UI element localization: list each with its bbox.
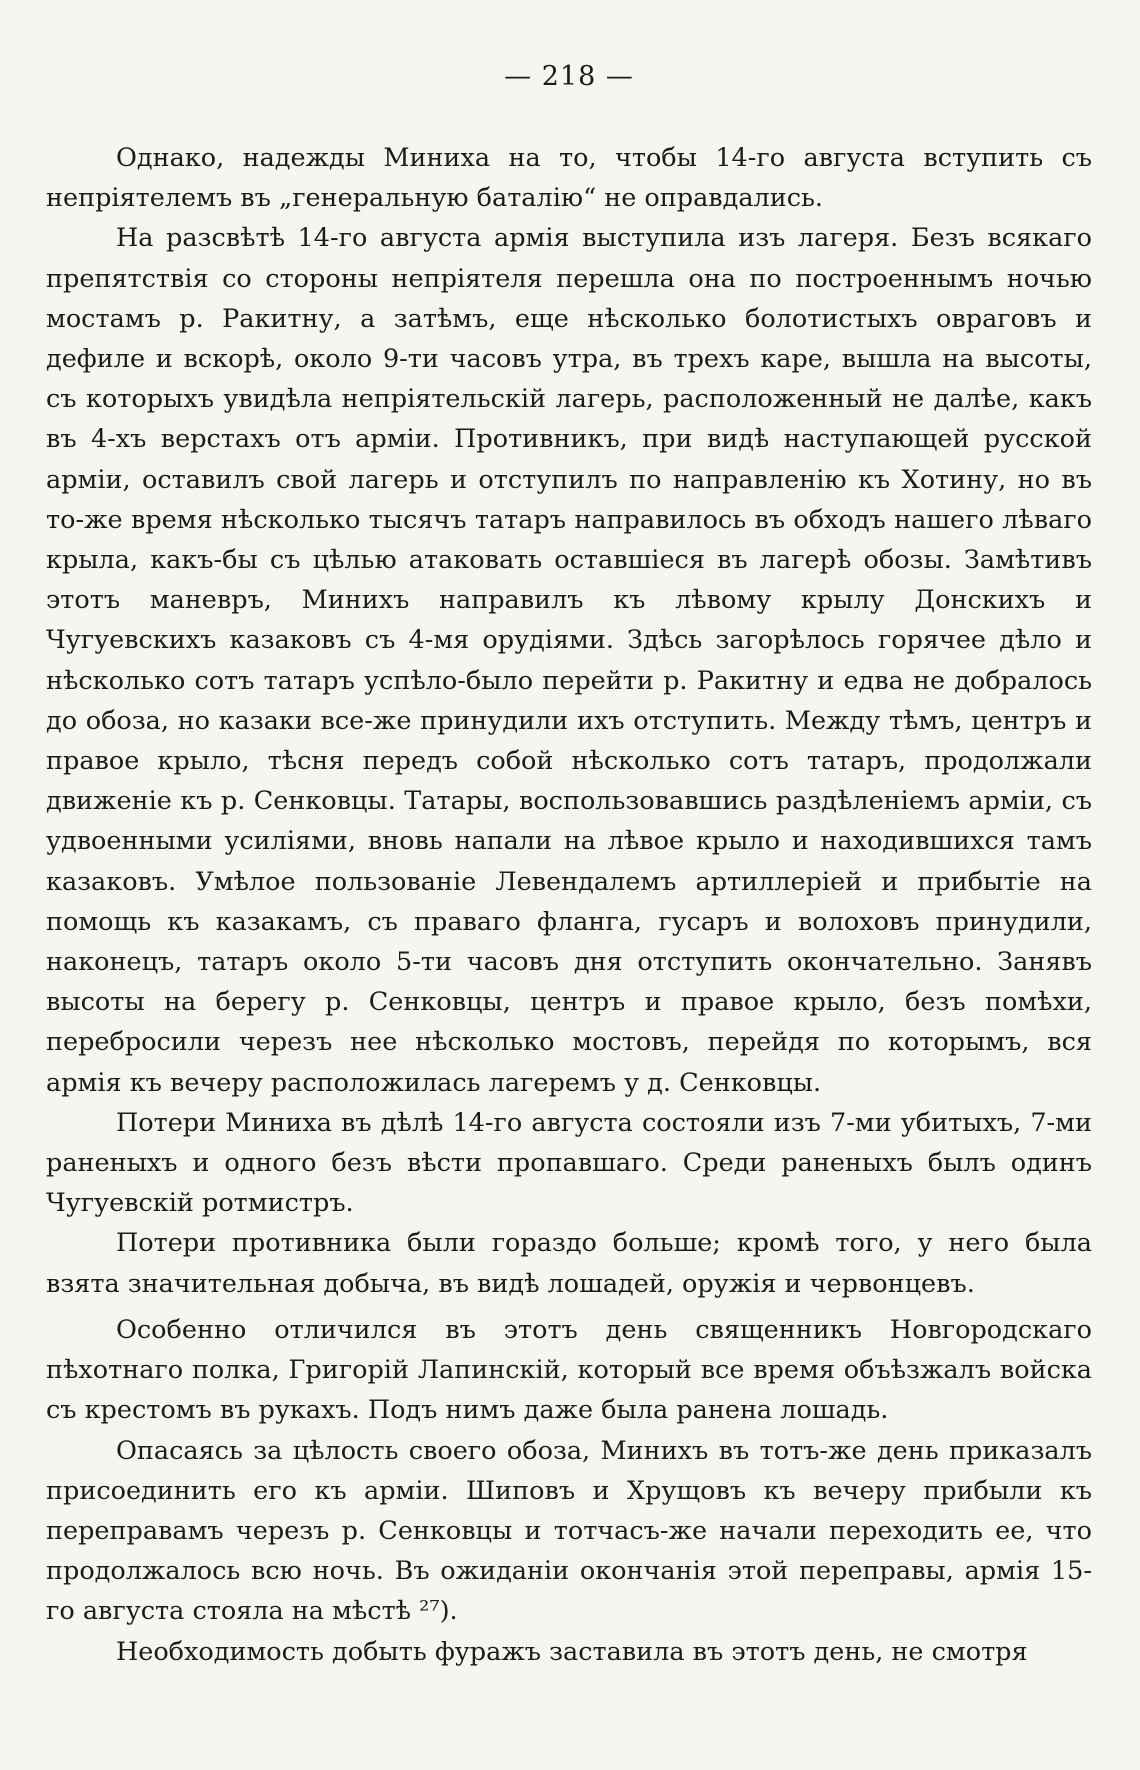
paragraph-3: Потери Миниха въ дѣлѣ 14-го августа состояли изъ 7-ми убитыхъ, 7-ми раненыхъ и одного безъ вѣсти пропавшаго. Среди раненыхъ былъ одинъ Чугуевскій ротмистръ.: [46, 1107, 1092, 1219]
paragraph-5: Особенно отличился въ этотъ день священникъ Новгородскаго пѣхотнаго полка, Григорій Лапинскій, который все время объѣзжалъ войска съ крестомъ въ рукахъ. Подъ нимъ даже была ранена лошадь.: [46, 1314, 1092, 1426]
page-number: — 218 —: [504, 61, 634, 92]
paragraph-2: На разсвѣтѣ 14-го августа армія выступила изъ лагеря. Безъ всякаго препятствія со стороны непріятеля перешла она по построеннымъ ночью мостамъ р. Ракитну, а затѣмъ, еще нѣсколько болотистыхъ овраговъ и дефиле и вскорѣ, около 9-ти часовъ утра, въ трехъ каре, вышла на высоты, съ которыхъ увидѣла непріятельскій лагерь, расположенный не далѣе, какъ въ 4-хъ верстахъ отъ арміи. Противникъ, при видѣ наступающей русской арміи, оставилъ свой лагерь и отступилъ по направленію къ Хотину, но въ то-же время нѣсколько тысячъ татаръ направилось въ обходъ нашего лѣваго крыла, какъ-бы съ цѣлью атаковать оставшіеся въ лагерѣ обозы. Замѣтивъ этотъ маневръ, Минихъ направилъ къ лѣвому крылу Донскихъ и Чугуевскихъ казаковъ съ 4-мя орудіями. Здѣсь загорѣлось горячее дѣло и нѣсколько сотъ татаръ успѣло-было перейти р. Ракитну и едва не добралось до обоза, но казаки все-же принудили ихъ отступить. Между тѣмъ, центръ и правое крыло, тѣсня передъ собой нѣсколько сотъ татаръ, продолжали движеніе къ р. Сенковцы. Татары, воспользовавшись раздѣленіемъ арміи, съ удвоенными усиліями, вновь напали на лѣвое крыло и находившихся тамъ казаковъ. Умѣлое пользованіе Левендалемъ артиллеріей и прибытіе на помощь къ казакамъ, съ праваго фланга, гусаръ и волоховъ принудили, наконецъ, татаръ около 5-ти часовъ дня отступить окончательно. Занявъ высоты на берегу р. Сенковцы, центръ и правое крыло, безъ помѣхи, перебросили черезъ нее нѣсколько мостовъ, перейдя по которымъ, вся армія къ вечеру расположилась лагеремъ у д. Сенковцы.: [46, 223, 1092, 1098]
paragraph-1: Однако, надежды Миниха на то, чтобы 14-го августа вступить съ непріятелемъ въ „генеральную баталію“ не оправдались.: [46, 143, 1092, 214]
body-text: [46, 138, 1092, 1672]
paragraph-7: Необходимость добыть фуражъ заставила въ этотъ день, не смотря: [116, 1636, 1028, 1667]
paragraph-4: Потери противника были гораздо больше; кромѣ того, у него была взята значительная добыча, въ видѣ лошадей, оружія и червонцевъ.: [46, 1228, 1092, 1299]
paragraph-6: Опасаясь за цѣлость своего обоза, Минихъ въ тотъ-же день приказалъ присоединить его къ арміи. Шиповъ и Хрущовъ къ вечеру прибыли къ переправамъ черезъ р. Сенковцы и тотчасъ-же начали переходить ее, что продолжалось всю ночь. Въ ожиданіи окончанія этой переправы, армія 15-го августа стояла на мѣстѣ ²⁷).: [46, 1435, 1092, 1627]
